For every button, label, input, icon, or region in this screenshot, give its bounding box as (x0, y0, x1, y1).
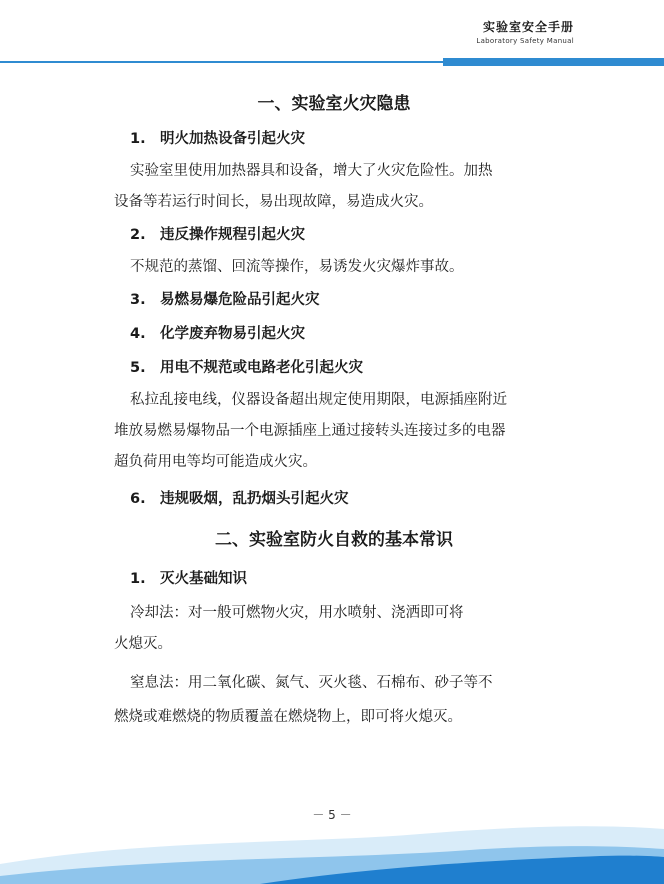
smothering-method-line-2: 燃烧或难燃烧的物质覆盖在燃烧物上，即可将火熄灭。 (114, 709, 462, 725)
item-number: 1. (130, 571, 146, 587)
header-title: 实验室安全手册 (482, 20, 574, 34)
item-5-heading (130, 351, 590, 385)
cooling-method-line-2: 火熄灭。 (114, 636, 172, 652)
item-number: 4. (130, 326, 146, 342)
item-2-line-1: 不规范的蒸馏、回流等操作，易诱发火灾爆炸事故。 (130, 259, 464, 275)
page-number: － 5 － (312, 808, 352, 822)
item-2-heading (130, 218, 590, 252)
item-title: 化学废弃物易引起火灾 (160, 326, 305, 342)
cooling-method-line-1: 冷却法：对一般可燃物火灾，用水喷射、浇洒即可将 (130, 605, 464, 621)
item-title: 用电不规范或电路老化引起火灾 (160, 360, 363, 376)
item-number: 5. (130, 360, 146, 376)
section2-title: 二、实验室防火自救的基本常识 (215, 530, 453, 550)
header-rule-accent (443, 58, 664, 66)
item-1-line-1: 实验室里使用加热器具和设备，增大了火灾危险性。加热 (130, 163, 493, 179)
item-number: 1. (130, 131, 146, 147)
item-5-line-1: 私拉乱接电线，仪器设备超出规定使用期限，电源插座附近 (130, 392, 507, 408)
item-1-line-2: 设备等若运行时间长，易出现故障，易造成火灾。 (114, 194, 433, 210)
item-5-line-3: 超负荷用电等均可能造成火灾。 (114, 454, 317, 470)
section1-title: 一、实验室火灾隐患 (257, 94, 411, 114)
item-6-heading (130, 482, 590, 516)
header-subtitle: Laboratory Safety Manual (476, 37, 574, 45)
item-3-heading (130, 283, 590, 317)
smothering-method-line-1: 窒息法：用二氧化碳、氮气、灭火毯、石棉布、砂子等不 (130, 675, 493, 691)
item-number: 3. (130, 292, 146, 308)
item-number: 6. (130, 491, 146, 507)
item-title: 违规吸烟，乱扔烟头引起火灾 (160, 491, 349, 507)
item-1-heading (130, 122, 590, 156)
item-title: 违反操作规程引起火灾 (160, 227, 305, 243)
item-title: 灭火基础知识 (160, 571, 247, 587)
item-title: 明火加热设备引起火灾 (160, 131, 305, 147)
page-content (114, 86, 590, 733)
item-5-line-2: 堆放易燃易爆物品一个电源插座上通过接转头连接过多的电器 (114, 423, 506, 439)
item-title: 易燃易爆危险品引起火灾 (160, 292, 320, 308)
footer-wave-decoration (0, 794, 664, 884)
item-number: 2. (130, 227, 146, 243)
item-4-heading (130, 317, 590, 351)
section2-item-1-heading (130, 562, 590, 596)
